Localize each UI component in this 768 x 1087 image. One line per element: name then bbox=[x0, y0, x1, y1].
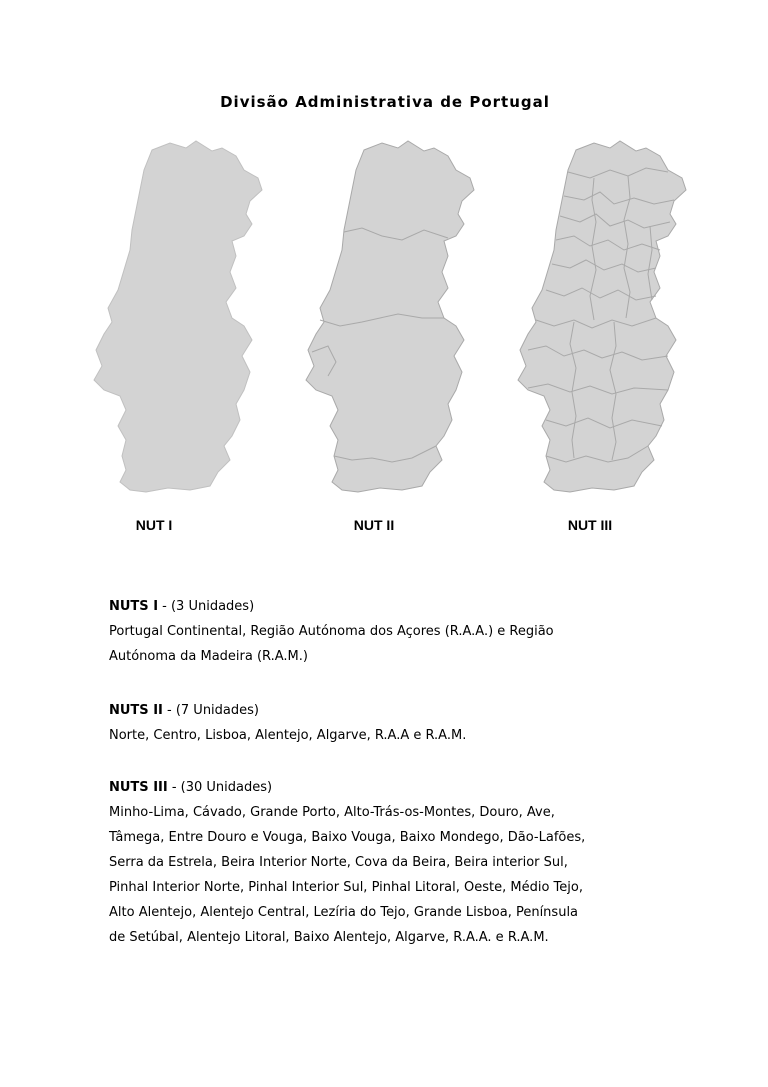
map-label-nut-2: NUT II bbox=[353, 517, 395, 533]
section-heading-line bbox=[109, 594, 689, 619]
section-line: Minho-Lima, Cávado, Grande Porto, Alto-Trás-os-Montes, Douro, Ave, bbox=[109, 805, 555, 820]
section-heading: NUTS III bbox=[109, 780, 168, 795]
section-count: - (7 Unidades) bbox=[162, 703, 259, 718]
section-heading-line bbox=[109, 698, 689, 723]
section-line: Alto Alentejo, Alentejo Central, Lezíria do Tejo, Grande Lisboa, Península bbox=[109, 905, 579, 920]
map-label-nut-1: NUT I bbox=[135, 517, 173, 533]
section-line: Autónoma da Madeira (R.A.M.) bbox=[109, 649, 308, 664]
section-heading: NUTS I bbox=[109, 599, 159, 614]
section-heading-line bbox=[109, 775, 689, 800]
section-count: - (3 Unidades) bbox=[158, 599, 255, 614]
section-line: Serra da Estrela, Beira Interior Norte, Cova da Beira, Beira interior Sul, bbox=[109, 855, 568, 870]
section-nuts-1 bbox=[109, 594, 689, 669]
map-nut-3 bbox=[518, 141, 686, 492]
section-nuts-3 bbox=[109, 775, 689, 950]
section-line: Norte, Centro, Lisboa, Alentejo, Algarve, R.A.A e R.A.M. bbox=[109, 728, 467, 743]
section-heading: NUTS II bbox=[109, 703, 163, 718]
map-nut-2 bbox=[306, 141, 474, 492]
section-line: Pinhal Interior Norte, Pinhal Interior Sul, Pinhal Litoral, Oeste, Médio Tejo, bbox=[109, 880, 583, 895]
section-line: Portugal Continental, Região Autónoma dos Açores (R.A.A.) e Região bbox=[109, 624, 554, 639]
section-line: de Setúbal, Alentejo Litoral, Baixo Alentejo, Algarve, R.A.A. e R.A.M. bbox=[109, 930, 549, 945]
map-nut-1 bbox=[94, 141, 262, 492]
map-label-nut-3: NUT III bbox=[567, 517, 613, 533]
section-nuts-2 bbox=[109, 698, 689, 748]
page-title: Divisão Administrativa de Portugal bbox=[220, 93, 550, 111]
section-line: Tâmega, Entre Douro e Vouga, Baixo Vouga, Baixo Mondego, Dão-Lafões, bbox=[109, 830, 586, 845]
section-count: - (30 Unidades) bbox=[167, 780, 273, 795]
